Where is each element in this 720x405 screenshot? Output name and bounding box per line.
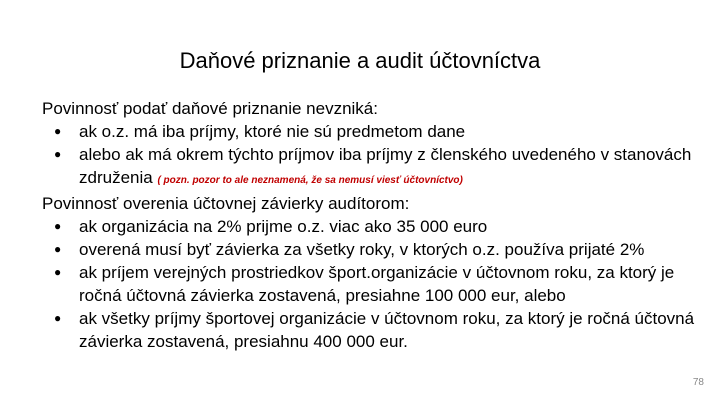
list-item	[42, 261, 702, 307]
bullet-icon: ●	[54, 265, 62, 279]
list-item	[42, 120, 702, 143]
list-item-text: ak všetky príjmy športovej organizácie v účtovnom roku, za ktorý je ročná účtovná závierka zostavená, presiahnu 400 000 eur.	[79, 309, 695, 351]
page-number: 78	[692, 377, 704, 388]
section-heading-audit: Povinnosť overenia účtovnej závierky audítorom:	[42, 194, 410, 213]
bullet-icon: ●	[54, 219, 62, 233]
tax-return-list	[42, 120, 702, 192]
slide-title: Daňové priznanie a audit účtovníctva	[179, 48, 541, 73]
audit-list	[42, 215, 702, 353]
list-item-text: ak príjem verejných prostriedkov šport.organizácie v účtovnom roku, za ktorý je ročná účtovná závierka zostavená, presiahne 100 000 eur, alebo	[79, 263, 675, 305]
list-item	[42, 307, 702, 353]
bullet-icon: ●	[54, 242, 62, 256]
list-item-text: alebo ak má okrem týchto príjmov iba príjmy z členského uvedeného v stanovách združenia	[79, 145, 692, 187]
slide-body	[42, 97, 702, 353]
list-item	[42, 215, 702, 238]
section-heading-tax-return: Povinnosť podať daňové priznanie nevzniká:	[42, 99, 378, 118]
list-item	[42, 238, 702, 261]
list-item-text: ak organizácia na 2% prijme o.z. viac ako 35 000 euro	[79, 217, 488, 236]
bullet-icon: ●	[54, 124, 62, 138]
footnote-remark: ( pozn. pozor to ale neznamená, že sa nemusí viesť účtovníctvo)	[157, 175, 463, 186]
list-item-text: overená musí byť závierka za všetky roky, v ktorých o.z. používa prijaté 2%	[79, 240, 645, 259]
list-item-text: ak o.z. má iba príjmy, ktoré nie sú predmetom dane	[79, 122, 466, 141]
bullet-icon: ●	[54, 147, 62, 161]
bullet-icon: ●	[54, 311, 62, 325]
list-item	[42, 143, 702, 192]
